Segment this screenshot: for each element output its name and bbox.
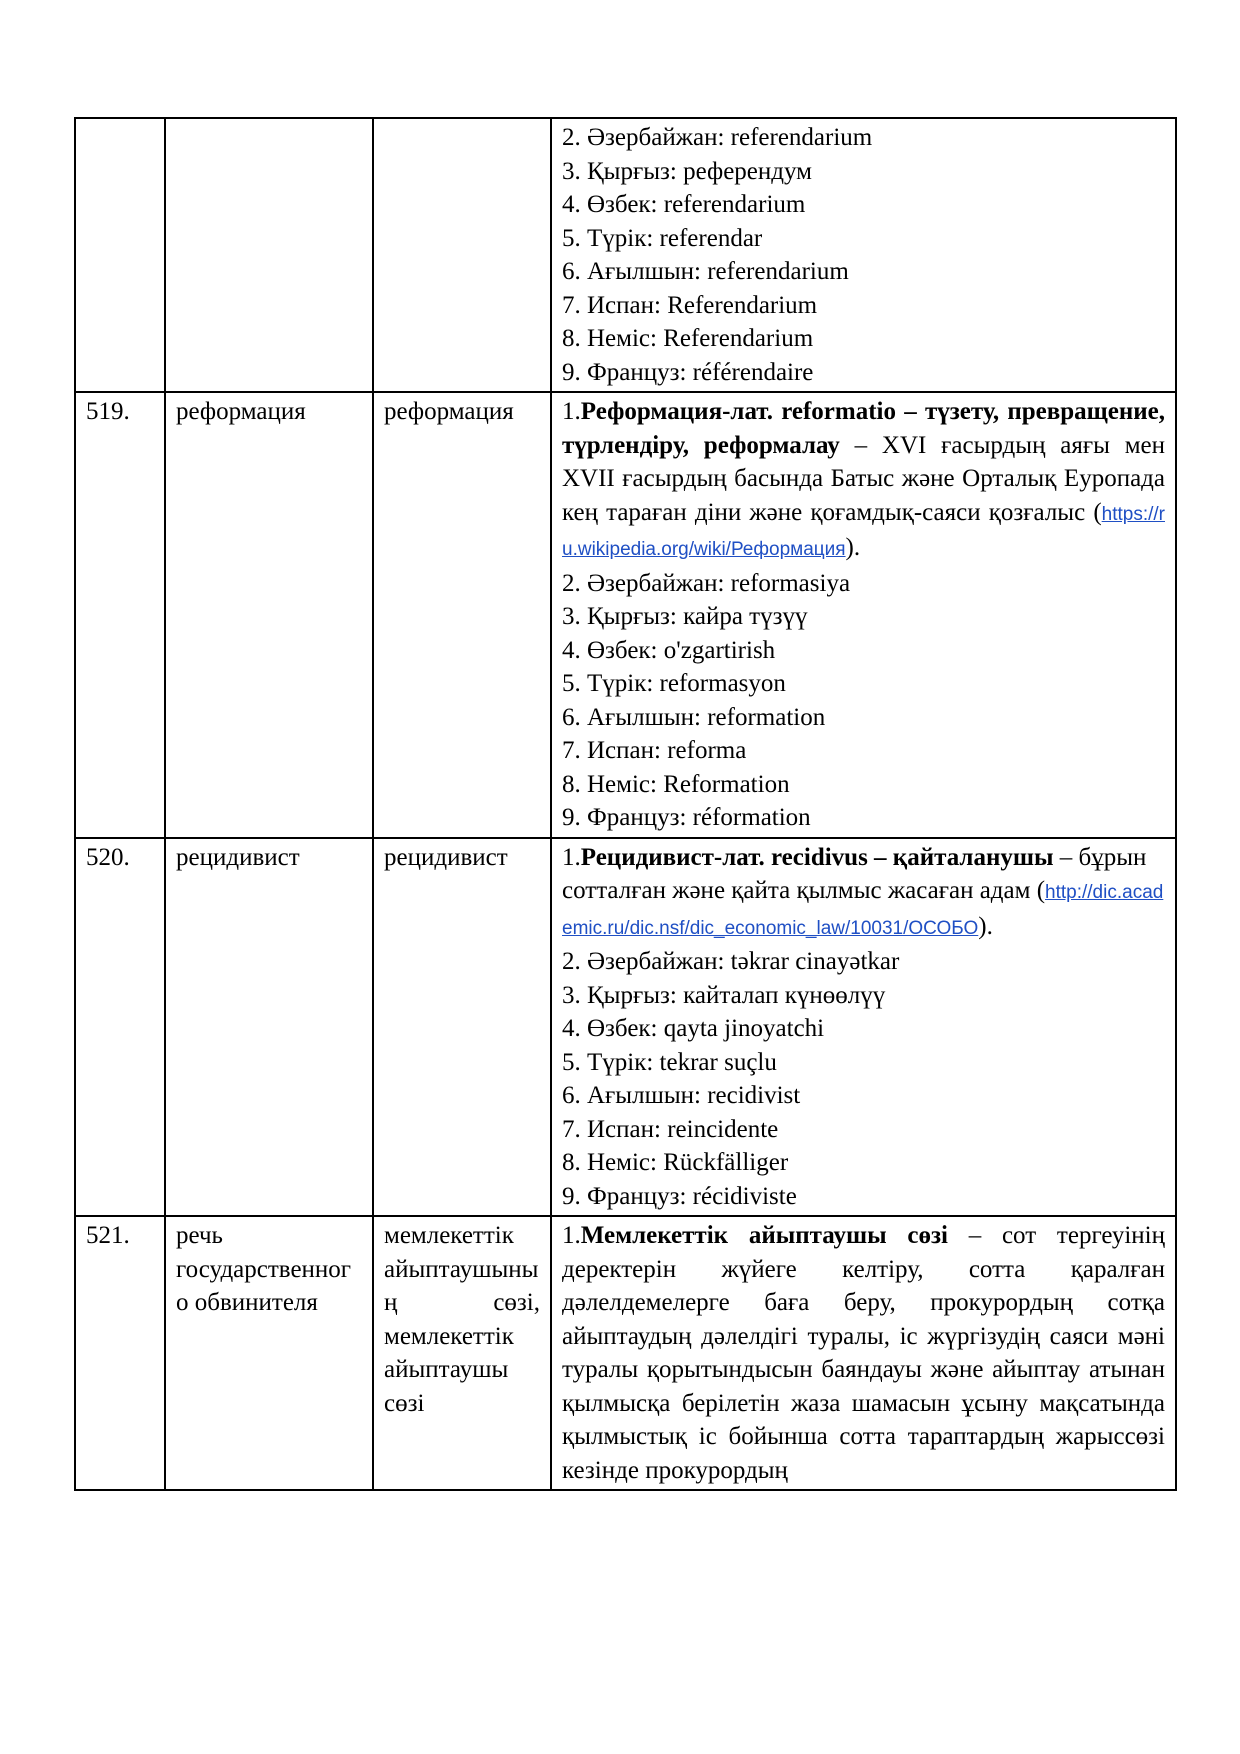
translation-item: 7. Испан: reincidente bbox=[562, 1115, 779, 1143]
definition-prefix: 1. bbox=[562, 843, 581, 871]
translation-list bbox=[562, 567, 1165, 835]
translation-item: 9. Француз: récidiviste bbox=[562, 1182, 797, 1210]
translation-item: 5. Түрік: referendar bbox=[562, 224, 763, 252]
term-ru-cell: рецидивист bbox=[165, 838, 373, 1217]
table-row bbox=[75, 838, 1176, 1217]
definition-term: Мемлекеттік айыптаушы сөзі bbox=[580, 1222, 948, 1249]
translation-item: 3. Қырғыз: кайталап күнөөлүү bbox=[562, 981, 886, 1009]
definition-prefix: 1. bbox=[562, 398, 581, 425]
definition-term: Реформация-лат. reformatio – түзету, превращение, түрлендіру, реформалау bbox=[562, 398, 1165, 459]
term-ru-cell: речь государственного обвинителя bbox=[165, 1216, 373, 1490]
table-row bbox=[75, 118, 1176, 392]
translation-item: 4. Өзбек: o'zgartirish bbox=[562, 636, 776, 664]
translation-item: 9. Француз: référendaire bbox=[562, 358, 814, 386]
translation-item: 8. Неміс: Reformation bbox=[562, 770, 790, 798]
row-number-cell: 519. bbox=[75, 392, 165, 838]
table-row bbox=[75, 1216, 1176, 1490]
translation-item: 6. Ағылшын: reformation bbox=[562, 703, 826, 731]
definition-body: – XVI ғасырдың аяғы мен XVII ғасырдың басында Батыс және Орталық Еуропада кең тараған діни және қоғамдық-саяси қозғалыс bbox=[562, 431, 1166, 526]
translation-item: 9. Француз: réformation bbox=[562, 804, 811, 831]
row-number-cell: 521. bbox=[75, 1216, 165, 1490]
translation-item: 7. Испан: Referendarium bbox=[562, 291, 818, 319]
translation-item: 2. Әзербайжан: təkrar cinayətkar bbox=[562, 948, 900, 975]
term-ru-cell bbox=[165, 118, 373, 392]
term-kk-cell bbox=[373, 118, 551, 392]
definition-body: – бұрын сотталған және қайта қылмыс жасаған адам bbox=[562, 843, 1147, 904]
row-number-cell: 520. bbox=[75, 838, 165, 1217]
definition-cell bbox=[551, 118, 1176, 392]
source-open: ( bbox=[1085, 498, 1102, 526]
definition-prefix: 1. bbox=[562, 1222, 581, 1249]
definition-cell bbox=[551, 838, 1176, 1217]
source-open: ( bbox=[1030, 877, 1046, 904]
definition-cell bbox=[551, 392, 1176, 838]
translation-list bbox=[562, 121, 1165, 389]
source-close: ). bbox=[978, 912, 993, 940]
translation-item: 4. Өзбек: referendarium bbox=[562, 191, 806, 218]
source-link[interactable]: https://ru.wikipedia.org/wiki/Реформация bbox=[562, 503, 1165, 560]
translation-item: 3. Қырғыз: референдум bbox=[562, 157, 812, 185]
translation-item: 8. Неміс: Referendarium bbox=[562, 325, 814, 352]
term-kk-cell: рецидивист bbox=[373, 838, 551, 1217]
translation-list bbox=[562, 945, 1165, 1213]
translation-item: 5. Түрік: tekrar suçlu bbox=[562, 1048, 777, 1076]
definition-text bbox=[562, 395, 1165, 567]
translation-item: 8. Неміс: Rückfälliger bbox=[562, 1149, 789, 1176]
definition-cell bbox=[551, 1216, 1176, 1490]
definition-term: Рецидивист-лат. recidivus – қайталанушы bbox=[580, 843, 1054, 871]
translation-item: 6. Ағылшын: recidivist bbox=[562, 1082, 801, 1109]
term-kk-cell: мемлекеттік айыптаушының сөзі, мемлекеттік айыптаушы сөзі bbox=[373, 1216, 551, 1490]
term-ru-cell: реформация bbox=[165, 392, 373, 838]
glossary-table bbox=[74, 117, 1177, 1491]
table-row bbox=[75, 392, 1176, 838]
translation-item: 2. Әзербайжан: reformasiya bbox=[562, 569, 851, 597]
translation-item: 4. Өзбек: qayta jinoyatchi bbox=[562, 1015, 825, 1042]
source-link[interactable]: http://dic.academic.ru/dic.nsf/dic_economic_law/10031/ОСОБО bbox=[562, 882, 1164, 939]
translation-item: 7. Испан: reforma bbox=[562, 737, 747, 764]
row-number-cell bbox=[75, 118, 165, 392]
translation-item: 5. Түрік: reformasyon bbox=[562, 670, 786, 697]
translation-item: 3. Қырғыз: кайра түзүү bbox=[562, 603, 808, 630]
term-kk-cell: реформация bbox=[373, 392, 551, 838]
definition-body: – сот тергеуінің деректерін жүйеге келтіру, сотта қаралған дәлелдемелерге баға беру, прокурордың сотқа айыптаудың дәлелдігі туралы, іс жүргізудің саяси мәні туралы қорытындысын баяндауы және айыптау атынан қылмысқа берілетін жаза шамасын ұсыну мақсатында қылмыстық іс бойынша сотта тараптардың жарыссөзі кезінде прокурордың bbox=[562, 1222, 1165, 1484]
definition-text bbox=[562, 841, 1165, 946]
translation-item: 6. Ағылшын: referendarium bbox=[562, 258, 849, 285]
translation-item: 2. Әзербайжан: referendarium bbox=[562, 124, 873, 151]
definition-text bbox=[562, 1219, 1165, 1487]
source-close: ). bbox=[845, 534, 861, 561]
